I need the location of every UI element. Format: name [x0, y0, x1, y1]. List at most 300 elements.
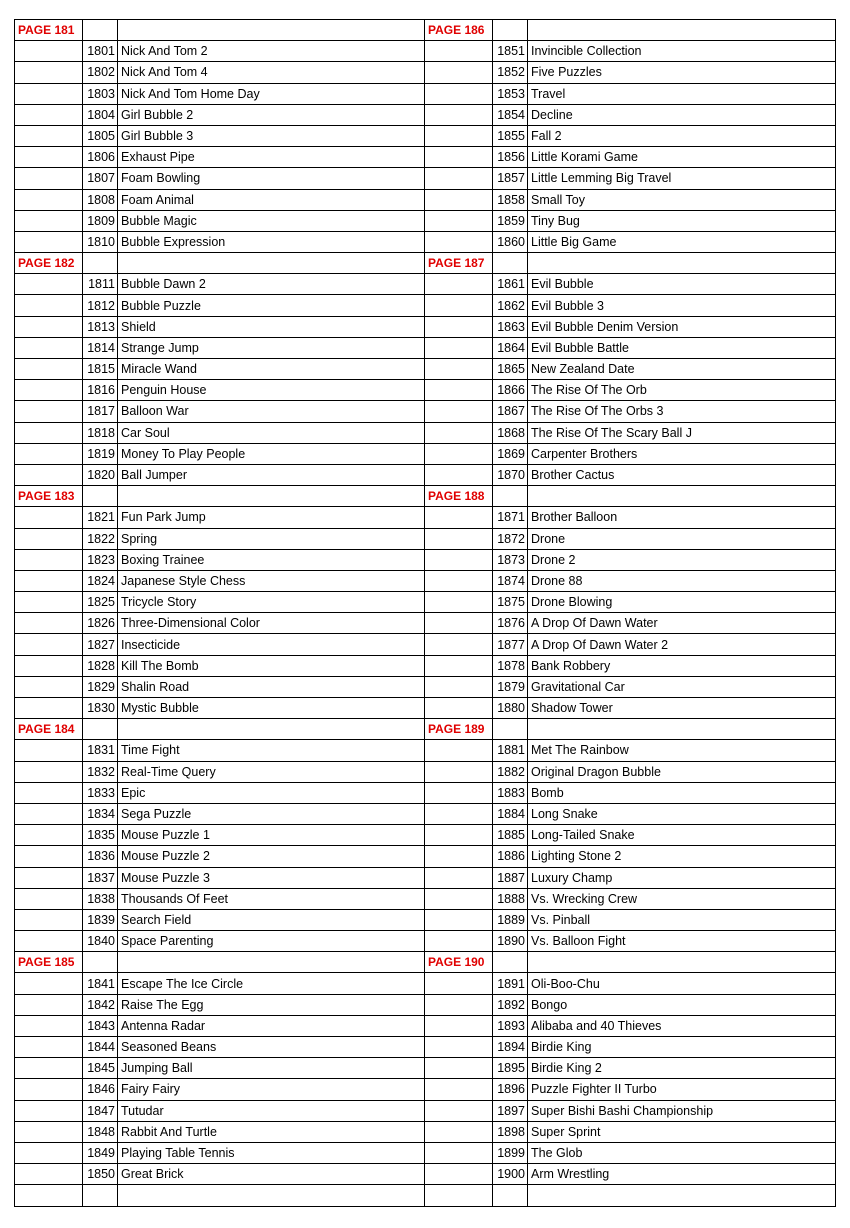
game-number: 1835	[83, 825, 118, 846]
game-number: 1819	[83, 443, 118, 464]
empty-cell	[15, 888, 83, 909]
empty-cell	[83, 486, 118, 507]
game-name: Shadow Tower	[528, 698, 836, 719]
table-row	[15, 189, 836, 210]
game-number: 1896	[493, 1079, 528, 1100]
empty-cell	[493, 719, 528, 740]
empty-cell	[15, 1100, 83, 1121]
empty-cell	[493, 253, 528, 274]
table-row	[15, 549, 836, 570]
page-header-row	[15, 719, 836, 740]
table-row	[15, 83, 836, 104]
game-number: 1860	[493, 231, 528, 252]
game-number: 1852	[493, 62, 528, 83]
empty-cell	[15, 549, 83, 570]
game-name: Bubble Dawn 2	[118, 274, 425, 295]
game-number: 1822	[83, 528, 118, 549]
game-number: 1883	[493, 782, 528, 803]
empty-cell	[528, 952, 836, 973]
game-number: 1831	[83, 740, 118, 761]
game-name: Long-Tailed Snake	[528, 825, 836, 846]
page-header-row	[15, 253, 836, 274]
game-number: 1810	[83, 231, 118, 252]
game-number: 1871	[493, 507, 528, 528]
game-name: Birdie King	[528, 1037, 836, 1058]
empty-cell	[425, 740, 493, 761]
empty-cell	[83, 253, 118, 274]
table-row	[15, 1058, 836, 1079]
game-name: Super Sprint	[528, 1121, 836, 1142]
game-name: Gravitational Car	[528, 676, 836, 697]
game-name: Time Fight	[118, 740, 425, 761]
game-number: 1888	[493, 888, 528, 909]
empty-cell	[425, 931, 493, 952]
game-number: 1889	[493, 909, 528, 930]
game-number: 1872	[493, 528, 528, 549]
game-number: 1859	[493, 210, 528, 231]
game-name: Exhaust Pipe	[118, 147, 425, 168]
table-row	[15, 613, 836, 634]
game-number: 1832	[83, 761, 118, 782]
game-number: 1891	[493, 973, 528, 994]
empty-cell	[15, 676, 83, 697]
empty-cell	[15, 125, 83, 146]
empty-cell	[425, 1058, 493, 1079]
empty-cell	[425, 1185, 493, 1206]
empty-cell	[425, 655, 493, 676]
game-number: 1806	[83, 147, 118, 168]
table-row	[15, 592, 836, 613]
table-row	[15, 888, 836, 909]
game-number: 1884	[493, 803, 528, 824]
game-number: 1802	[83, 62, 118, 83]
empty-cell	[15, 104, 83, 125]
empty-cell	[15, 1121, 83, 1142]
game-number: 1856	[493, 147, 528, 168]
page-label: PAGE 188	[425, 486, 493, 507]
game-number: 1828	[83, 655, 118, 676]
empty-cell	[15, 613, 83, 634]
empty-cell	[425, 464, 493, 485]
game-name: Three-Dimensional Color	[118, 613, 425, 634]
page-label: PAGE 184	[15, 719, 83, 740]
game-number: 1830	[83, 698, 118, 719]
game-number: 1824	[83, 570, 118, 591]
empty-cell	[15, 401, 83, 422]
game-name: Search Field	[118, 909, 425, 930]
game-name: Bank Robbery	[528, 655, 836, 676]
empty-cell	[425, 401, 493, 422]
page-label: PAGE 183	[15, 486, 83, 507]
empty-cell	[425, 422, 493, 443]
empty-cell	[425, 359, 493, 380]
game-number: 1821	[83, 507, 118, 528]
game-name: Strange Jump	[118, 337, 425, 358]
table-row	[15, 359, 836, 380]
game-number: 1867	[493, 401, 528, 422]
table-row	[15, 825, 836, 846]
empty-cell	[15, 295, 83, 316]
game-number: 1834	[83, 803, 118, 824]
game-name: Tiny Bug	[528, 210, 836, 231]
game-name: Bomb	[528, 782, 836, 803]
empty-cell	[425, 231, 493, 252]
game-name: A Drop Of Dawn Water	[528, 613, 836, 634]
table-row	[15, 803, 836, 824]
game-name: Bubble Magic	[118, 210, 425, 231]
empty-cell	[15, 740, 83, 761]
game-name: Fall 2	[528, 125, 836, 146]
game-name: Vs. Wrecking Crew	[528, 888, 836, 909]
game-number: 1838	[83, 888, 118, 909]
table-row	[15, 846, 836, 867]
empty-cell	[15, 443, 83, 464]
game-number: 1890	[493, 931, 528, 952]
game-number: 1840	[83, 931, 118, 952]
game-name: Travel	[528, 83, 836, 104]
game-number: 1879	[493, 676, 528, 697]
empty-cell	[15, 1164, 83, 1185]
table-row	[15, 761, 836, 782]
game-name: Boxing Trainee	[118, 549, 425, 570]
empty-cell	[425, 62, 493, 83]
empty-cell	[15, 1142, 83, 1163]
game-name: The Glob	[528, 1142, 836, 1163]
empty-cell	[15, 846, 83, 867]
empty-cell	[425, 846, 493, 867]
game-name: Seasoned Beans	[118, 1037, 425, 1058]
game-number: 1850	[83, 1164, 118, 1185]
page-header-row	[15, 486, 836, 507]
empty-cell	[425, 83, 493, 104]
game-name: Mouse Puzzle 3	[118, 867, 425, 888]
empty-cell	[15, 210, 83, 231]
game-number: 1863	[493, 316, 528, 337]
game-number: 1833	[83, 782, 118, 803]
empty-cell	[425, 825, 493, 846]
empty-cell	[425, 1015, 493, 1036]
empty-cell	[15, 1185, 83, 1206]
game-name: Super Bishi Bashi Championship	[528, 1100, 836, 1121]
game-name: New Zealand Date	[528, 359, 836, 380]
game-name: Little Big Game	[528, 231, 836, 252]
empty-cell	[493, 952, 528, 973]
empty-cell	[425, 570, 493, 591]
game-number: 1858	[493, 189, 528, 210]
game-number: 1897	[493, 1100, 528, 1121]
empty-cell	[528, 1185, 836, 1206]
table-row	[15, 867, 836, 888]
table-row	[15, 909, 836, 930]
game-name: Great Brick	[118, 1164, 425, 1185]
table-row	[15, 1015, 836, 1036]
game-number: 1878	[493, 655, 528, 676]
empty-cell	[493, 1185, 528, 1206]
empty-cell	[15, 931, 83, 952]
empty-cell	[425, 888, 493, 909]
table-row	[15, 41, 836, 62]
game-name: Nick And Tom Home Day	[118, 83, 425, 104]
empty-cell	[118, 253, 425, 274]
game-number: 1887	[493, 867, 528, 888]
game-name: Japanese Style Chess	[118, 570, 425, 591]
game-name: Little Lemming Big Travel	[528, 168, 836, 189]
empty-cell	[83, 1185, 118, 1206]
game-name: Drone	[528, 528, 836, 549]
empty-cell	[425, 761, 493, 782]
empty-cell	[425, 592, 493, 613]
empty-cell	[425, 973, 493, 994]
empty-cell	[15, 803, 83, 824]
empty-cell	[118, 486, 425, 507]
game-name: Small Toy	[528, 189, 836, 210]
game-number: 1846	[83, 1079, 118, 1100]
empty-cell	[425, 528, 493, 549]
empty-cell	[425, 994, 493, 1015]
game-number: 1829	[83, 676, 118, 697]
game-number: 1823	[83, 549, 118, 570]
game-number: 1881	[493, 740, 528, 761]
empty-cell	[15, 655, 83, 676]
game-number: 1857	[493, 168, 528, 189]
empty-cell	[15, 189, 83, 210]
game-name: Ball Jumper	[118, 464, 425, 485]
empty-cell	[425, 698, 493, 719]
empty-cell	[15, 825, 83, 846]
table-row	[15, 1142, 836, 1163]
game-name: Vs. Pinball	[528, 909, 836, 930]
game-name: Evil Bubble	[528, 274, 836, 295]
game-number: 1866	[493, 380, 528, 401]
game-number: 1818	[83, 422, 118, 443]
table-row	[15, 634, 836, 655]
table-row	[15, 698, 836, 719]
game-number: 1869	[493, 443, 528, 464]
game-number: 1804	[83, 104, 118, 125]
empty-cell	[425, 189, 493, 210]
game-name: Drone 2	[528, 549, 836, 570]
table-row	[15, 380, 836, 401]
game-number: 1845	[83, 1058, 118, 1079]
empty-cell	[83, 719, 118, 740]
empty-cell	[15, 1015, 83, 1036]
empty-cell	[15, 698, 83, 719]
game-name: Miracle Wand	[118, 359, 425, 380]
game-name: Brother Balloon	[528, 507, 836, 528]
game-number: 1843	[83, 1015, 118, 1036]
page-header-row	[15, 20, 836, 41]
game-name: Balloon War	[118, 401, 425, 422]
game-name: Space Parenting	[118, 931, 425, 952]
game-name: Lighting Stone 2	[528, 846, 836, 867]
game-name: Sega Puzzle	[118, 803, 425, 824]
game-number: 1893	[493, 1015, 528, 1036]
game-number: 1898	[493, 1121, 528, 1142]
game-number: 1803	[83, 83, 118, 104]
empty-cell	[425, 380, 493, 401]
game-name: Car Soul	[118, 422, 425, 443]
game-number: 1876	[493, 613, 528, 634]
game-name: Insecticide	[118, 634, 425, 655]
game-name: Fairy Fairy	[118, 1079, 425, 1100]
empty-cell	[15, 994, 83, 1015]
table-row	[15, 316, 836, 337]
game-name: Epic	[118, 782, 425, 803]
game-number: 1885	[493, 825, 528, 846]
table-row	[15, 994, 836, 1015]
table-row	[15, 570, 836, 591]
page-label: PAGE 181	[15, 20, 83, 41]
table-row	[15, 1121, 836, 1142]
empty-cell	[425, 867, 493, 888]
game-number: 1814	[83, 337, 118, 358]
empty-cell	[425, 337, 493, 358]
empty-cell	[425, 613, 493, 634]
game-name: Birdie King 2	[528, 1058, 836, 1079]
page-header-row	[15, 952, 836, 973]
game-number: 1805	[83, 125, 118, 146]
empty-cell	[15, 168, 83, 189]
game-number: 1873	[493, 549, 528, 570]
game-number: 1864	[493, 337, 528, 358]
game-number: 1877	[493, 634, 528, 655]
game-number: 1837	[83, 867, 118, 888]
game-name: Foam Bowling	[118, 168, 425, 189]
empty-cell	[15, 337, 83, 358]
empty-cell	[528, 20, 836, 41]
empty-cell	[15, 464, 83, 485]
game-name: Invincible Collection	[528, 41, 836, 62]
game-name: Brother Cactus	[528, 464, 836, 485]
game-name: Girl Bubble 2	[118, 104, 425, 125]
game-name: Little Korami Game	[528, 147, 836, 168]
table-row	[15, 401, 836, 422]
game-name: Jumping Ball	[118, 1058, 425, 1079]
game-name: Mouse Puzzle 2	[118, 846, 425, 867]
game-number: 1868	[493, 422, 528, 443]
table-row	[15, 1079, 836, 1100]
table-row	[15, 274, 836, 295]
empty-cell	[425, 295, 493, 316]
game-number: 1841	[83, 973, 118, 994]
game-name: Drone Blowing	[528, 592, 836, 613]
game-name: Evil Bubble Denim Version	[528, 316, 836, 337]
table-row	[15, 210, 836, 231]
empty-cell	[15, 1058, 83, 1079]
table-row	[15, 104, 836, 125]
page-label: PAGE 186	[425, 20, 493, 41]
game-name: Tricycle Story	[118, 592, 425, 613]
empty-cell	[118, 719, 425, 740]
empty-cell	[528, 486, 836, 507]
game-number: 1812	[83, 295, 118, 316]
game-number: 1842	[83, 994, 118, 1015]
empty-cell	[425, 104, 493, 125]
table-row	[15, 740, 836, 761]
empty-cell	[425, 41, 493, 62]
game-number: 1826	[83, 613, 118, 634]
game-number: 1880	[493, 698, 528, 719]
game-number: 1875	[493, 592, 528, 613]
table-row	[15, 443, 836, 464]
empty-cell	[15, 507, 83, 528]
game-name: Decline	[528, 104, 836, 125]
game-name: Mouse Puzzle 1	[118, 825, 425, 846]
game-number: 1886	[493, 846, 528, 867]
page-label: PAGE 190	[425, 952, 493, 973]
game-number: 1844	[83, 1037, 118, 1058]
game-name: Luxury Champ	[528, 867, 836, 888]
table-row	[15, 1185, 836, 1206]
empty-cell	[493, 486, 528, 507]
empty-cell	[15, 909, 83, 930]
game-number: 1865	[493, 359, 528, 380]
game-number: 1847	[83, 1100, 118, 1121]
game-number: 1848	[83, 1121, 118, 1142]
table-row	[15, 973, 836, 994]
empty-cell	[15, 867, 83, 888]
empty-cell	[15, 41, 83, 62]
game-number: 1809	[83, 210, 118, 231]
empty-cell	[425, 803, 493, 824]
game-number: 1849	[83, 1142, 118, 1163]
game-name: Nick And Tom 4	[118, 62, 425, 83]
empty-cell	[15, 592, 83, 613]
game-name: The Rise Of The Orb	[528, 380, 836, 401]
game-name: The Rise Of The Scary Ball J	[528, 422, 836, 443]
game-name: Playing Table Tennis	[118, 1142, 425, 1163]
table-row	[15, 295, 836, 316]
game-number: 1854	[493, 104, 528, 125]
game-number: 1813	[83, 316, 118, 337]
empty-cell	[15, 316, 83, 337]
empty-cell	[425, 1079, 493, 1100]
page-label: PAGE 187	[425, 253, 493, 274]
game-name: Foam Animal	[118, 189, 425, 210]
empty-cell	[425, 1037, 493, 1058]
table-row	[15, 62, 836, 83]
game-name: Alibaba and 40 Thieves	[528, 1015, 836, 1036]
empty-cell	[425, 443, 493, 464]
game-name: Carpenter Brothers	[528, 443, 836, 464]
game-number: 1815	[83, 359, 118, 380]
game-number: 1816	[83, 380, 118, 401]
game-number: 1882	[493, 761, 528, 782]
empty-cell	[83, 952, 118, 973]
empty-cell	[15, 761, 83, 782]
game-name: Spring	[118, 528, 425, 549]
page-label: PAGE 189	[425, 719, 493, 740]
table-row	[15, 422, 836, 443]
table-row	[15, 168, 836, 189]
table-row	[15, 231, 836, 252]
empty-cell	[15, 380, 83, 401]
empty-cell	[528, 253, 836, 274]
game-name: Five Puzzles	[528, 62, 836, 83]
empty-cell	[118, 1185, 425, 1206]
game-name: Escape The Ice Circle	[118, 973, 425, 994]
empty-cell	[15, 62, 83, 83]
game-number: 1808	[83, 189, 118, 210]
table-row	[15, 931, 836, 952]
empty-cell	[118, 20, 425, 41]
game-name: Real-Time Query	[118, 761, 425, 782]
game-name: Antenna Radar	[118, 1015, 425, 1036]
game-name: Rabbit And Turtle	[118, 1121, 425, 1142]
empty-cell	[425, 274, 493, 295]
game-name: A Drop Of Dawn Water 2	[528, 634, 836, 655]
game-name: Fun Park Jump	[118, 507, 425, 528]
